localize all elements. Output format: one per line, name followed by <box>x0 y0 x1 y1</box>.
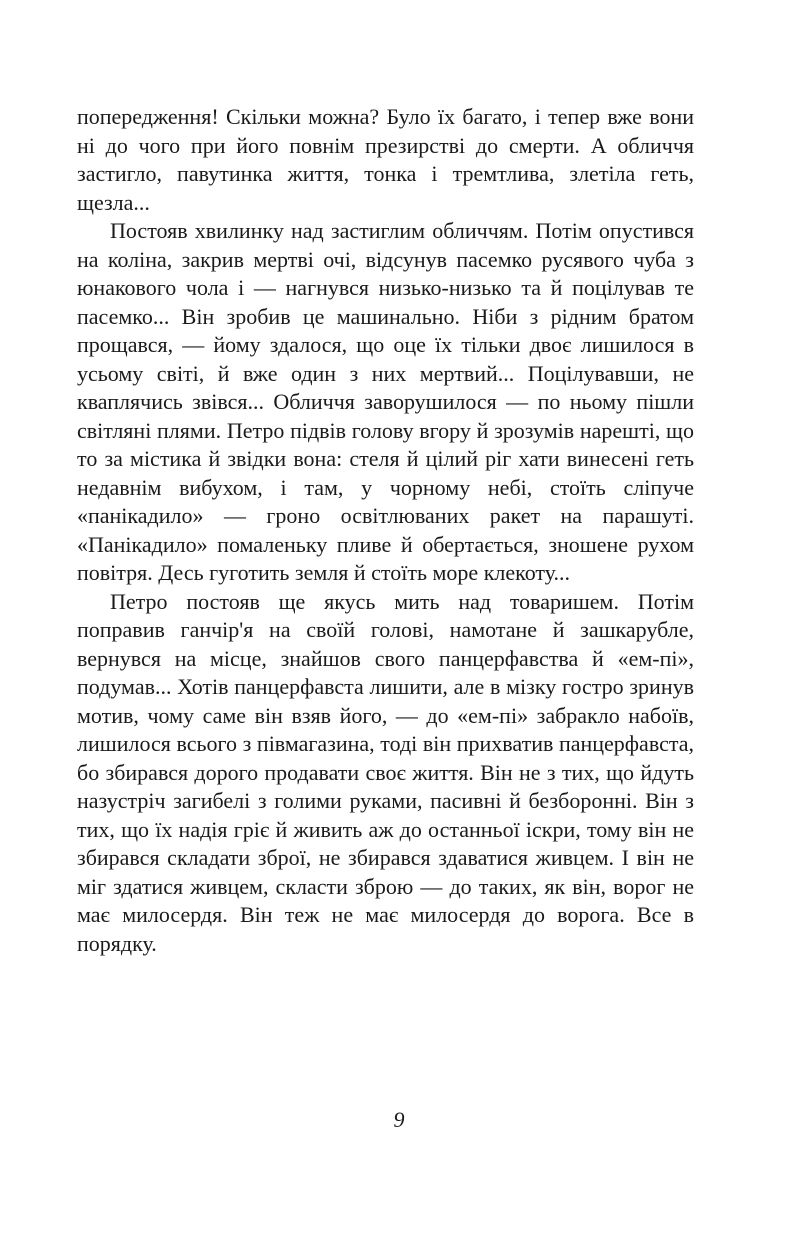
paragraph-2: Постояв хвилинку над застиглим обличчям. Потім опустився на коліна, закрив мертві очі, відсунув пасемко русявого чуба з юнакового чола і — нагнувся низько-низько та й поцілував те пасемко... Він зробив це машинально. Ніби з рідним братом прощався, — йому здалося, що оце їх тільки двоє лишилося в усьому світі, й вже один з них мертвий... Поцілувавши, не кваплячись звівся... Обличчя заворушилося — по ньому пішли світляні плями. Петро підвів голову вгору й зрозумів нарешті, що то за містика й звідки вона: стеля й цілий ріг хати винесені геть недавнім вибухом, і там, у чорному небі, стоїть сліпуче «панікадило» — гроно освітлюваних ракет на парашуті. «Панікадило» помаленьку пливе й обертається, зношене рухом повітря. Десь гуготить земля й стоїть море клекоту... <box>77 218 694 585</box>
body-text <box>77 103 694 958</box>
paragraph-1: попередження! Скільки можна? Було їх багато, і тепер вже вони ні до чого при його повнім презирстві до смерти. А обличчя застигло, павутинка життя, тонка і тремтлива, злетіла геть, щезла... <box>77 104 694 215</box>
paragraph-3: Петро постояв ще якусь мить над товаришем. Потім поправив ганчір'я на своїй голові, намотане й зашкарубле, вернувся на місце, знайшов свого панцерфавства й «ем-пі», подумав... Хотів панцерфавста лишити, але в мізку гостро зринув мотив, чому саме він взяв його, — до «ем-пі» забракло набоїв, лишилося всього з півмагазина, тоді він прихватив панцерфавста, бо збирався дорого продавати своє життя. Він не з тих, що йдуть назустріч загибелі з голими руками, пасивні й безборонні. Він з тих, що їх надія гріє й живить аж до останньої іскри, тому він не збирався складати зброї, не збирався здаватися живцем. І він не міг здатися живцем, скласти зброю — до таких, як він, ворог не має милосердя. Він теж не має милосердя до ворога. Все в порядку. <box>77 588 694 956</box>
page-number: 9 <box>393 1107 405 1132</box>
